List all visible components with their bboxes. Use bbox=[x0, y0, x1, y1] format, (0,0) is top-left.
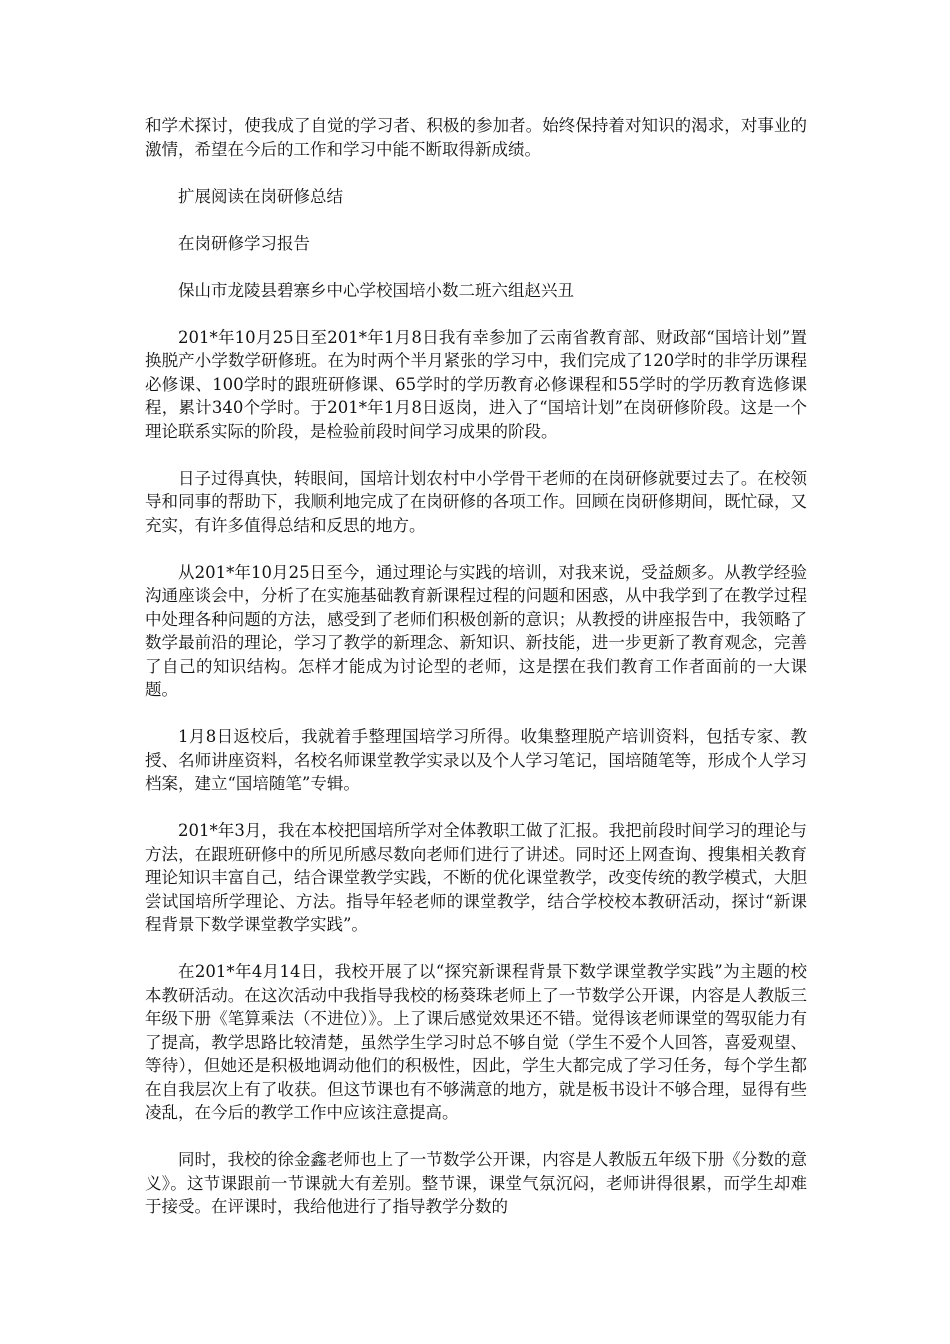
paragraph-training-overview: 201*年10月25日至201*年1月8日我有幸参加了云南省教育部、财政部“国培计划”置换脱产小学数学研修班。在为时两个半月紧张的学习中，我们完成了120学时的非学历课程必修课、100学时的跟班研修课、65学时的学历教育必修课程和55学时的学历教育选修课程，累计340个学时。于201*年1月8日返岗，进入了“国培计划”在岗研修阶段。这是一个理论联系实际的阶段，是检验前段时间学习成果的阶段。 bbox=[145, 327, 807, 441]
paragraph-time-passing: 日子过得真快，转眼间，国培计划农村中小学骨干老师的在岗研修就要过去了。在校领导和同事的帮助下，我顺利地完成了在岗研修的各项工作。回顾在岗研修期间，既忙碌，又充实，有许多值得总结和反思的地方。 bbox=[145, 468, 807, 535]
paragraph-march-report: 201*年3月，我在本校把国培所学对全体教职工做了汇报。我把前段时间学习的理论与方法，在跟班研修中的所见所感尽数向老师们进行了讲述。同时还上网查询、搜集相关教育理论知识丰富自己，结合课堂教学实践，不断的优化课堂教学，改变传统的教学模式，大胆尝试国培所学理论、方法。指导年轻老师的课堂教学，结合学校校本教研活动，探讨“新课程背景下数学课堂教学实践”。 bbox=[145, 821, 807, 934]
paragraph-april-activity: 在201*年4月14日，我校开展了以“探究新课程背景下数学课堂教学实践”为主题的校本教研活动。在这次活动中我指导我校的杨葵珠老师上了一节数学公开课，内容是人教版三年级下册《笔算乘法（不进位）》。上了课后感觉效果还不错。觉得该老师课堂的驾驭能力有了提高，教学思路比较清楚，虽然学生学习时总不够自觉（学生不爱个人回答，喜爱观望、等待），但她还是积极地调动他们的积极性，因此，学生大都完成了学习任务，每个学生都在自我层次上有了收获。但这节课也有不够满意的地方，就是板书设计不够合理，显得有些凌乱，在今后的教学工作中应该注意提高。 bbox=[145, 962, 807, 1122]
author-line: 保山市龙陵县碧寨乡中心学校国培小数二班六组赵兴丑 bbox=[178, 280, 574, 300]
heading-extended-reading: 扩展阅读在岗研修总结 bbox=[178, 186, 343, 206]
heading-report-title: 在岗研修学习报告 bbox=[178, 233, 310, 253]
document-page bbox=[145, 114, 807, 1242]
paragraph-second-lesson: 同时，我校的徐金鑫老师也上了一节数学公开课，内容是人教版五年级下册《分数的意义》。这节课跟前一节课就大有差别。整节课，课堂气氛沉闷，老师讲得很累，而学生却难于接受。在评课时，我给他进行了指导教学分数的 bbox=[145, 1150, 807, 1216]
paragraph-intro-closing: 和学术探讨，使我成了自觉的学习者、积极的参加者。始终保持着对知识的渴求，对事业的激情，希望在今后的工作和学习中能不断取得新成绩。 bbox=[145, 116, 807, 159]
paragraph-return-to-school: 1月8日返校后，我就着手整理国培学习所得。收集整理脱产培训资料，包括专家、教授、名师讲座资料，名校名师课堂教学实录以及个人学习笔记，国培随笔等，形成个人学习档案，建立“国培随笔”专辑。 bbox=[145, 727, 807, 793]
paragraph-benefits: 从201*年10月25日至今，通过理论与实践的培训，对我来说，受益颇多。从教学经验沟通座谈会中，分析了在实施基础教育新课程过程的问题和困惑，从中我学到了在教学过程中处理各种问题的方法，感受到了老师们积极创新的意识；从教授的讲座报告中，我领略了数学最前沿的理论，学习了教学的新理念、新知识、新技能，进一步更新了教育观念，完善了自己的知识结构。怎样才能成为讨论型的老师，这是摆在我们教育工作者面前的一大课题。 bbox=[145, 562, 807, 699]
